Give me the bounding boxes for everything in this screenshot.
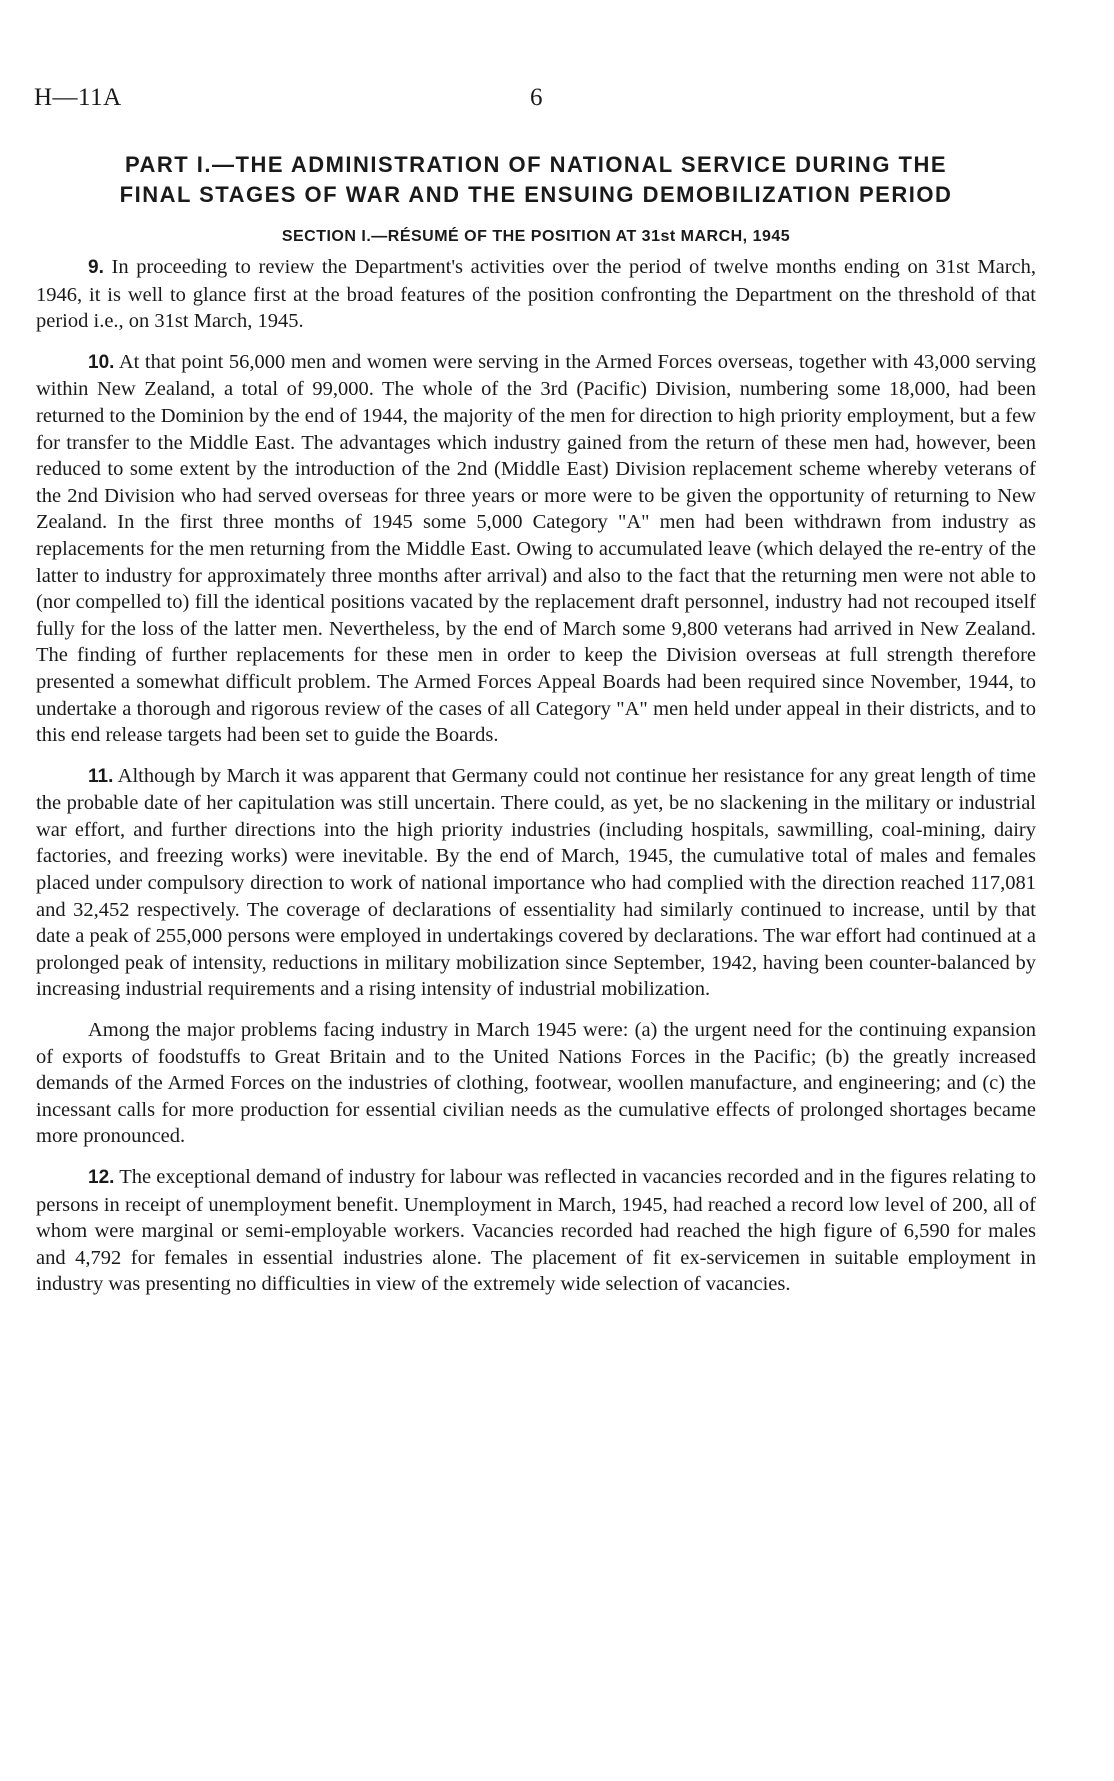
paragraph-9 bbox=[36, 254, 1036, 335]
paragraph-text: In proceeding to review the Department's activities over the period of twelve months ending on 31st March, 1946, it is well to glance first at the broad features of the position confronting the Department on the threshold of that period i.e., on 31st March, 1945. bbox=[36, 256, 1037, 333]
paragraph-number: 9. bbox=[88, 257, 104, 278]
paragraph-12 bbox=[36, 1164, 1036, 1298]
part-title-line-2: FINAL STAGES OF WAR AND THE ENSUING DEMOBILIZATION PERIOD bbox=[119, 182, 953, 207]
document-reference: H—11A bbox=[34, 84, 122, 111]
paragraph-text: Among the major problems facing industry in March 1945 were: (a) the urgent need for the continuing expansion of exports of foodstuffs to Great Britain and to the United Nations Forces in the Pacific; (b) the greatly increased demands of the Armed Forces on the industries of clothing, footwear, woollen manufacture, and engineering; and (c) the incessant calls for more production for essential civilian needs as the cumulative effects of prolonged shortages became more pronounced. bbox=[36, 1019, 1036, 1148]
section-title: SECTION I.—RÉSUMÉ OF THE POSITION AT 31st MARCH, 1945 bbox=[281, 228, 791, 245]
paragraph-text: Although by March it was apparent that Germany could not continue her resistance for any great length of time the probable date of her capitulation was still uncertain. There could, as yet, be no slackening in the military or industrial war effort, and further directions into the high priority industries (including hospitals, sawmilling, coal-mining, dairy factories, and freezing works) were inevitable. By the end of March, 1945, the cumulative total of males and females placed under compulsory direction to work of national importance who had complied with the direction reached 117,081 and 32,452 respectively. The coverage of declarations of essentiality had similarly continued to increase, until by that date a peak of 255,000 persons were employed in undertakings covered by declarations. The war effort had continued at a prolonged peak of intensity, reductions in military mobilization since September, 1942, having been counter-balanced by increasing industrial requirements and a rising intensity of industrial mobilization. bbox=[36, 764, 1036, 1001]
paragraph-number: 11. bbox=[88, 765, 114, 787]
paragraph-11-continued bbox=[36, 1017, 1036, 1150]
paragraph-11 bbox=[36, 763, 1036, 1003]
part-title-line-1: PART I.—THE ADMINISTRATION OF NATIONAL SERVICE DURING THE bbox=[124, 152, 948, 177]
paragraph-number: 12. bbox=[88, 1167, 115, 1188]
paragraph-10 bbox=[36, 349, 1036, 749]
paragraph-text: The exceptional demand of industry for labour was reflected in vacancies recorded and in the figures relating to persons in receipt of unemployment benefit. Unemployment in March, 1945, had reached a record low level of 200, all of whom were marginal or semi-employable workers. Vacancies recorded had reached the high figure of 6,590 for males and 4,792 for females in essential industries alone. The placement of fit ex-servicemen in suitable employment in industry was presenting no difficulties in view of the extremely wide selection of vacancies. bbox=[36, 1166, 1036, 1296]
paragraph-number: 10. bbox=[88, 351, 115, 373]
part-title bbox=[36, 150, 1036, 210]
body-text bbox=[36, 254, 1036, 1312]
paragraph-text: At that point 56,000 men and women were serving in the Armed Forces overseas, together with 43,000 serving within New Zealand, a total of 99,000. The whole of the 3rd (Pacific) Division, numbering some 18,000, had been returned to the Dominion by the end of 1944, the majority of the men for direction to high priority employment, but a few for transfer to the Middle East. The advantages which industry gained from the return of these men had, however, been reduced to some extent by the introduction of the 2nd (Middle East) Division replacement scheme whereby veterans of the 2nd Division who had served overseas for three years or more were to be given the opportunity of returning to New Zealand. In the first three months of 1945 some 5,000 Category "A" men had been withdrawn from industry as replacements for the men returning from the Middle East. Owing to accumulated leave (which delayed the re-entry of the latter to industry for approximately three months after arrival) and also to the fact that the returning men were not able to (nor compelled to) fill the identical positions vacated by the replacement draft personnel, industry had not recouped itself fully for the loss of the latter men. Nevertheless, by the end of March some 9,800 veterans had arrived in New Zealand. The finding of further replacements for these men in order to keep the Division overseas at full strength therefore presented a somewhat difficult problem. The Armed Forces Appeal Boards had been required since November, 1944, to undertake a thorough and rigorous review of the cases of all Category "A" men held under appeal in their districts, and to this end release targets had been set to guide the Boards. bbox=[36, 350, 1037, 747]
page-number: 6 bbox=[530, 84, 543, 111]
